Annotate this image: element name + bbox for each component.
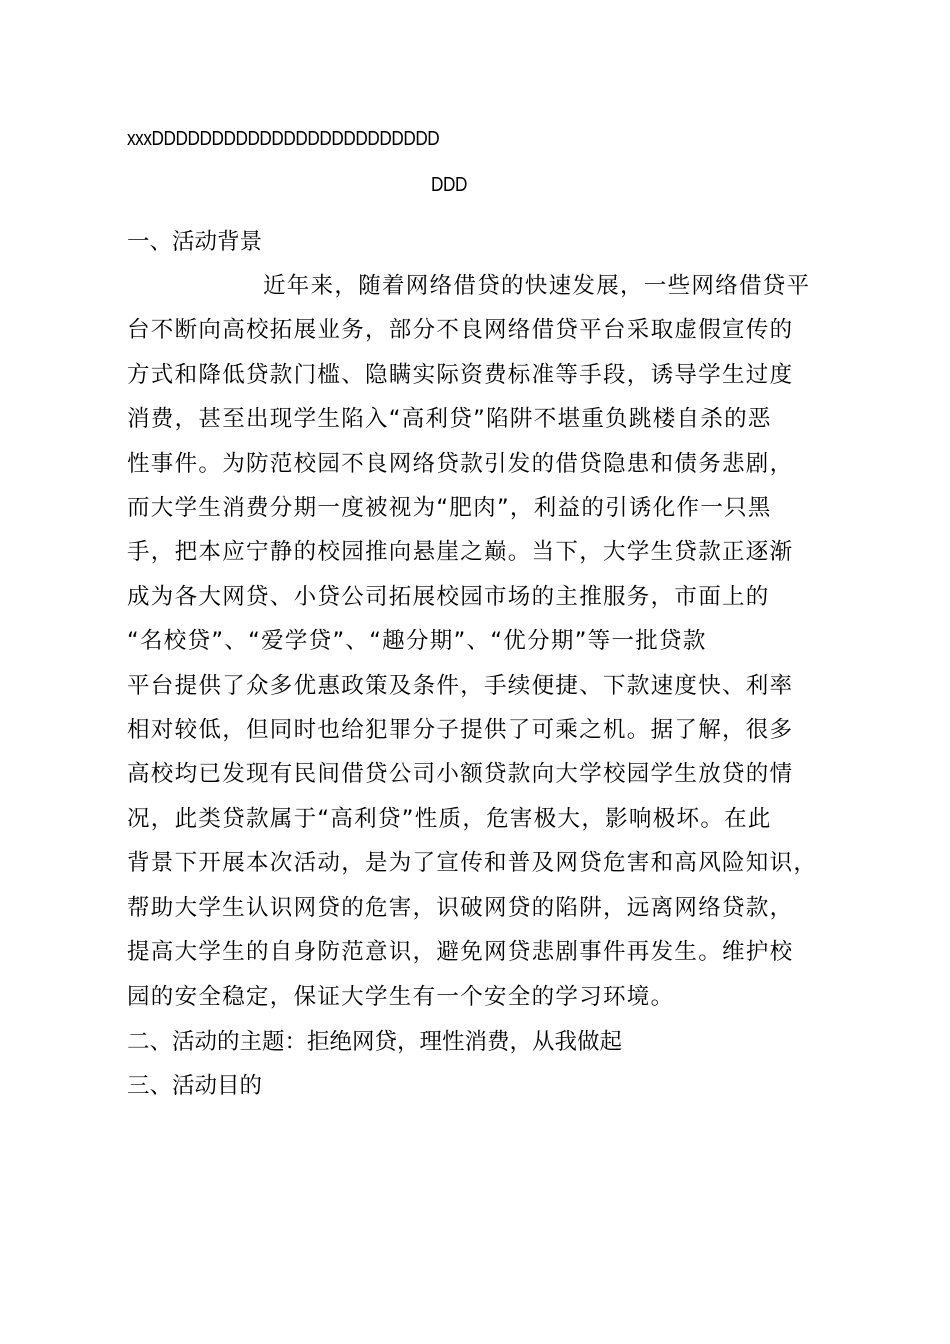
paragraph-line: 平台提供了众多优惠政策及条件，手续便捷、下款速度快、利率 bbox=[127, 672, 794, 699]
document-title-line-2: DDD bbox=[431, 174, 467, 196]
section-heading-theme: 二、活动的主题：拒绝网贷，理性消费，从我做起 bbox=[127, 1029, 623, 1055]
paragraph-line: 性事件。为防范校园不良网络贷款引发的借贷隐患和债务悲剧， bbox=[127, 450, 794, 477]
paragraph-line: 帮助大学生认识网贷的危害，识破网贷的陷阱，远离网络贷款， bbox=[127, 894, 794, 921]
paragraph-line: 高校均已发现有民间借贷公司小额贷款向大学校园学生放贷的情 bbox=[127, 761, 794, 788]
paragraph-line: 手，把本应宁静的校园推向悬崖之巅。当下，大学生贷款正逐渐 bbox=[127, 539, 794, 566]
paragraph-line: 提高大学生的自身防范意识，避免网贷悲剧事件再发生。维护校 bbox=[127, 939, 794, 966]
section-heading-purpose: 三、活动目的 bbox=[127, 1073, 263, 1099]
paragraph-line: 而大学生消费分期一度被视为“肥肉”，利益的引诱化作一只黑 bbox=[127, 495, 772, 522]
paragraph-line: 台不断向高校拓展业务，部分不良网络借贷平台采取虚假宣传的 bbox=[127, 317, 794, 344]
paragraph-line: 成为各大网贷、小贷公司拓展校园市场的主推服务，市面上的 bbox=[127, 583, 770, 610]
paragraph-line: 近年来，随着网络借贷的快速发展，一些网络借贷平 bbox=[263, 273, 811, 299]
paragraph-line: 相对较低，但同时也给犯罪分子提供了可乘之机。据了解，很多 bbox=[127, 717, 794, 744]
paragraph-line: 消费，甚至出现学生陷入“高利贷”陷阱不堪重负跳楼自杀的恶 bbox=[127, 406, 772, 433]
paragraph-line: 况，此类贷款属于“高利贷”性质，危害极大，影响极坏。在此 bbox=[127, 805, 772, 832]
paragraph-line: 背景下开展本次活动，是为了宣传和普及网贷危害和高风险知识， bbox=[127, 850, 818, 877]
paragraph-line: “名校贷”、“爱学贷”、“趣分期”、“优分期”等一批贷款 bbox=[127, 628, 707, 655]
paragraph-line: 园的安全稳定，保证大学生有一个安全的学习环境。 bbox=[127, 983, 675, 1010]
paragraph-line: 方式和降低贷款门槛、隐瞒实际资费标准等手段，诱导学生过度 bbox=[127, 361, 794, 388]
document-title-line-1: xxxDDDDDDDDDDDDDDDDDDDDDDDD bbox=[127, 128, 440, 150]
section-heading-background: 一、活动背景 bbox=[127, 229, 263, 255]
background-paragraph bbox=[127, 264, 837, 1019]
